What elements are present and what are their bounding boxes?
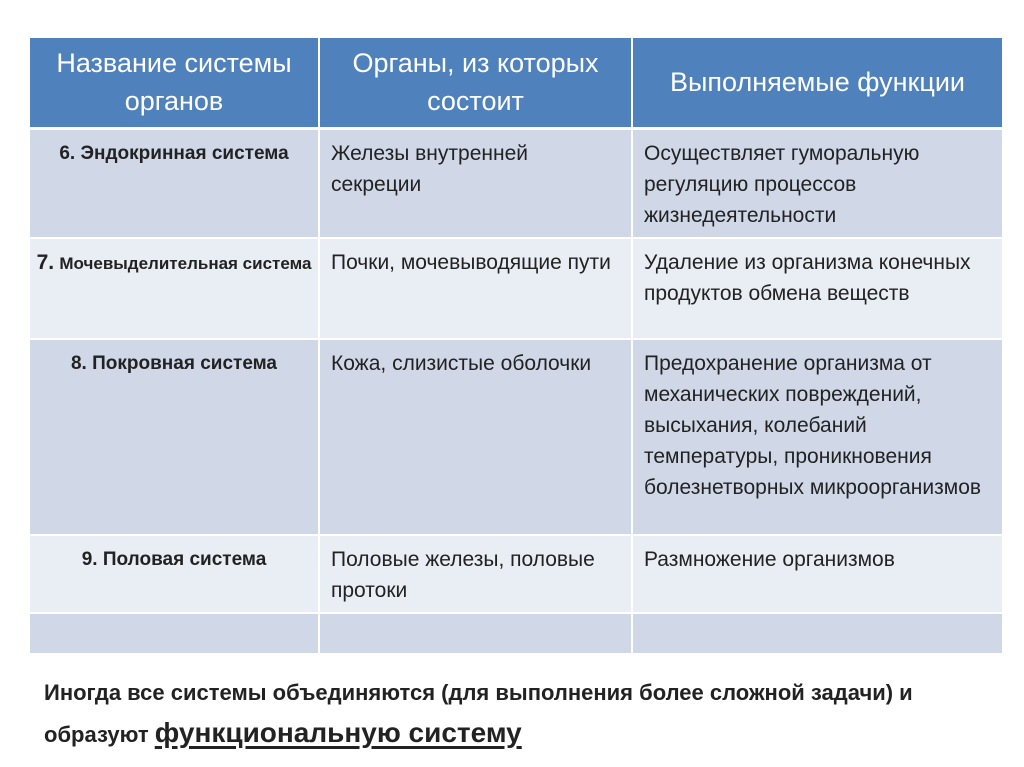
system-name-cell bbox=[30, 339, 319, 535]
organs-cell: Кожа, слизистые оболочки bbox=[319, 339, 632, 535]
functions-cell: Осуществляет гуморальную регуляцию процессов жизнедеятельности bbox=[632, 128, 1002, 238]
organs-cell: Железы внутренней секреции bbox=[319, 128, 632, 238]
header-system-name: Название системы органов bbox=[30, 38, 319, 128]
organs-cell: Половые железы, половые протоки bbox=[319, 535, 632, 613]
empty-cell bbox=[30, 613, 319, 654]
system-name-cell bbox=[30, 128, 319, 238]
system-name: Эндокринная система bbox=[80, 142, 289, 164]
empty-cell bbox=[632, 613, 1002, 654]
footer-highlight-term: функциональную систему bbox=[154, 717, 522, 748]
organ-systems-table-container bbox=[30, 38, 1002, 655]
functions-cell: Предохранение организма от механических повреждений, высыхания, колебаний температуры, проникновения болезнетворных микроорганизмов bbox=[632, 339, 1002, 535]
table-row-empty bbox=[30, 613, 1002, 654]
table-row bbox=[30, 238, 1002, 339]
system-name-cell bbox=[30, 535, 319, 613]
system-name: Мочевыделительная система bbox=[59, 253, 312, 273]
organ-systems-table bbox=[30, 38, 1002, 655]
system-number: 7. bbox=[36, 250, 55, 274]
system-name-cell bbox=[30, 238, 319, 339]
footer-note bbox=[44, 673, 984, 755]
header-functions: Выполняемые функции bbox=[632, 38, 1002, 128]
system-name: Половая система bbox=[102, 548, 267, 570]
table-header-row bbox=[30, 38, 1002, 128]
table-row bbox=[30, 535, 1002, 613]
header-organs: Органы, из которых состоит bbox=[319, 38, 632, 128]
table-row bbox=[30, 339, 1002, 535]
system-number: 8. bbox=[70, 352, 87, 374]
functions-cell: Размножение организмов bbox=[632, 535, 1002, 613]
organs-cell: Почки, мочевыводящие пути bbox=[319, 238, 632, 339]
system-name: Покровная система bbox=[92, 352, 278, 374]
table-row bbox=[30, 128, 1002, 238]
system-number: 6. bbox=[59, 142, 76, 164]
system-number: 9. bbox=[81, 548, 98, 570]
empty-cell bbox=[319, 613, 632, 654]
footer-text: Иногда все системы объединяются (для выполнения более сложной задачи) и образуют bbox=[44, 680, 913, 747]
functions-cell: Удаление из организма конечных продуктов обмена веществ bbox=[632, 238, 1002, 339]
